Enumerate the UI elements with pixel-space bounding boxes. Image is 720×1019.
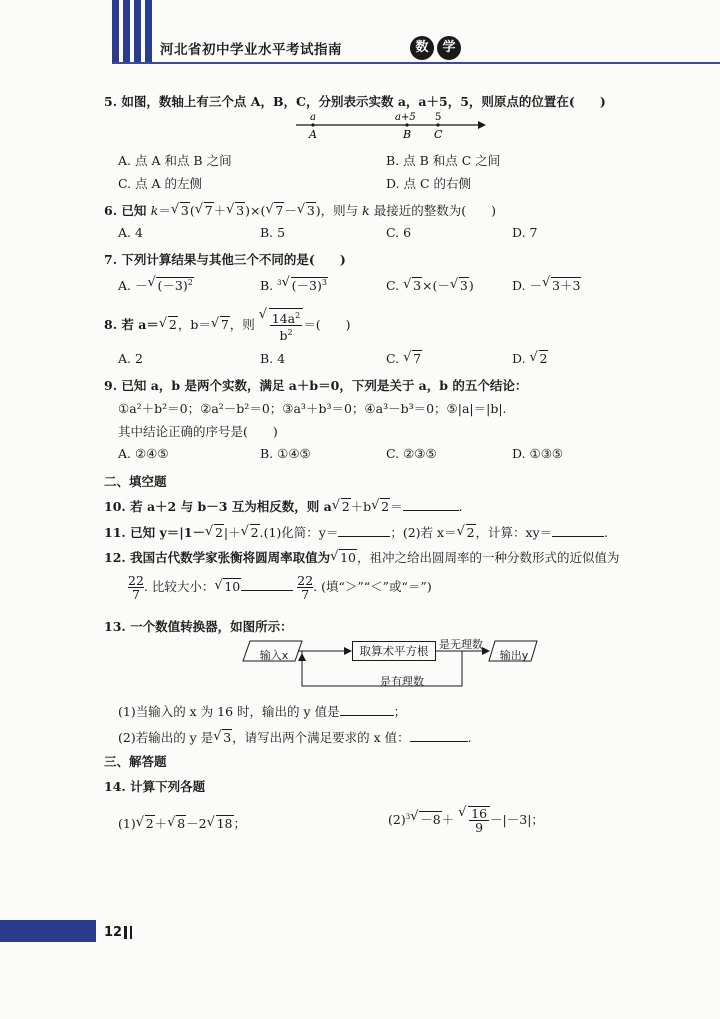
q8-option-c: C. √ 7 — [386, 351, 422, 366]
q6-option-d: D. 7 — [512, 225, 538, 240]
q6-option-b: B. 5 — [260, 225, 286, 240]
subject-badge: 学 — [437, 36, 461, 60]
page-marker — [124, 926, 127, 939]
answer-blank[interactable] — [403, 510, 459, 511]
answer-blank[interactable] — [552, 536, 604, 537]
question-12-line1: 12. 我国古代数学家张衡将圆周率取值为√ 10，祖冲之给出圆周率的一种分数形式的近似值为 — [104, 548, 620, 566]
q5-option-b: B. 点 B 和点 C 之间 — [386, 153, 501, 168]
q7-option-d: D. －√ 3＋3 — [512, 276, 581, 294]
q7-option-c: C. √ 3×(－√ 3) — [386, 276, 474, 294]
question-13-stem: 13. 一个数值转换器，如图所示： — [104, 619, 293, 634]
header-stripe — [123, 0, 130, 64]
q9-option-a: A. ②④⑤ — [118, 446, 169, 461]
subject-badge: 数 — [410, 36, 434, 60]
q14-part2: $(2)^3√ -8+$ √ $\frac{16}{9}$ －|－3|； — [388, 806, 544, 835]
output-box-label: 输出y — [499, 649, 529, 662]
answer-blank[interactable] — [410, 741, 468, 742]
q7-option-b: B. $^3$√ $(-3)^3$ — [260, 276, 328, 294]
page-number: 12 — [104, 925, 123, 940]
q9-option-b: B. ①④⑤ — [260, 446, 311, 461]
footer-bar — [0, 920, 96, 942]
q5-option-d: D. 点 C 的右侧 — [386, 176, 472, 191]
label-a: a — [310, 112, 316, 123]
question-6-stem: 6. 已知 k＝√ 3(√ 7＋√ 3)×(√ 7－√ 3)，则与 k 最接近的整数为( ) — [104, 201, 496, 219]
question-8-stem: 8. 若 a＝√ 2，b＝√ 7，则 √ $\frac{14a^2}{b^2}$ ＝( ) — [104, 308, 351, 343]
section-fill-in: 二、填空题 — [104, 474, 167, 489]
section-solutions: 三、解答题 — [104, 754, 167, 769]
question-9-stem: 9. 已知 a，b 是两个实数，满足 a＋b＝0，下列是关于 a，b 的五个结论： — [104, 378, 528, 393]
header-stripe — [112, 0, 119, 64]
process-box-sqrt: 取算术平方根 — [352, 641, 436, 661]
label-a-plus-5: a+5 — [395, 112, 416, 123]
point-b: B — [403, 128, 412, 141]
point-c: C — [434, 128, 443, 141]
header-stripe — [145, 0, 152, 64]
q5-option-c: C. 点 A 的左侧 — [118, 176, 203, 191]
q13-sub1: (1)当输入的 x 为 16 时，输出的 y 值是 ； — [118, 704, 407, 719]
header-rule — [112, 62, 720, 64]
question-12-line2: $\frac{22}{7}$ . 比较大小：√ 10 $\frac{22}{7}$ . (填“＞”“＜”或“＝”) — [128, 574, 432, 601]
q6-option-c: C. 6 — [386, 225, 412, 240]
q7-option-a: A. －√ $(-3)^2$ — [118, 276, 194, 294]
branch-irrational: 是无理数 — [439, 638, 483, 651]
point-a: A — [309, 128, 317, 141]
answer-blank[interactable] — [340, 715, 394, 716]
q14-part1: (1)√ 2＋√ 8－2√ 18； — [118, 814, 246, 832]
branch-rational: 是有理数 — [380, 675, 424, 688]
question-14-stem: 14. 计算下列各题 — [104, 779, 206, 794]
q9-conclusions: ①a²＋b²＝0；②a²－b²＝0；③a³＋b³＝0；④a³－b³＝0；⑤|a|＝|b|. — [118, 401, 507, 416]
input-box-label: 输入x — [259, 649, 289, 662]
number-line-figure — [290, 110, 490, 144]
header-stripe — [134, 0, 141, 64]
q9-option-c: C. ②③⑤ — [386, 446, 437, 461]
question-5-stem: 5. 如图，数轴上有三个点 A，B，C，分别表示实数 a，a＋5，5，则原点的位置在( ) — [104, 94, 606, 109]
page-marker — [130, 926, 132, 939]
answer-blank[interactable] — [338, 536, 390, 537]
question-10: 10. 若 a＋2 与 b－3 互为相反数，则 a√ 2＋b√ 2＝ . — [104, 497, 463, 515]
answer-blank[interactable] — [241, 590, 293, 591]
question-7-stem: 7. 下列计算结果与其他三个不同的是( ) — [104, 252, 346, 267]
q8-option-a: A. 2 — [118, 351, 143, 366]
book-title: 河北省初中学业水平考试指南 — [160, 42, 342, 58]
question-11: 11. 已知 y＝|1－√ 2|＋√ 2.(1)化简：y＝ ；(2)若 x＝√ 2，计算：xy＝ . — [104, 523, 608, 541]
q6-option-a: A. 4 — [118, 225, 143, 240]
q13-sub2: (2)若输出的 y 是√ 3，请写出两个满足要求的 x 值： . — [118, 728, 472, 746]
q9-question: 其中结论正确的序号是( ) — [118, 424, 278, 439]
q9-option-d: D. ①③⑤ — [512, 446, 564, 461]
q8-option-d: D. √ 2 — [512, 351, 548, 366]
label-5: 5 — [435, 112, 442, 123]
q8-option-b: B. 4 — [260, 351, 286, 366]
q5-option-a: A. 点 A 和点 B 之间 — [118, 153, 232, 168]
